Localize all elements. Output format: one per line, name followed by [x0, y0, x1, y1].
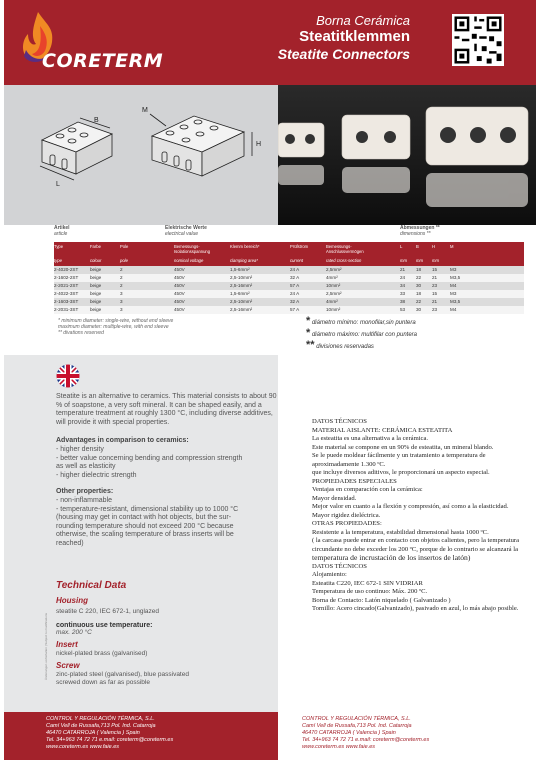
- ceramic-connectors-image: [278, 85, 536, 225]
- table-cell: 2,5-16mm²: [230, 283, 253, 288]
- column-header: H mm: [432, 244, 439, 263]
- table-cell: 23: [432, 283, 438, 288]
- electrical-heading: [165, 225, 207, 237]
- table-cell: 3: [120, 299, 123, 304]
- table-cell: 2,5-10mm²: [230, 275, 253, 280]
- advantage-item: - higher density: [56, 445, 104, 453]
- specs-table: [54, 266, 524, 314]
- column-header: Pole pole: [120, 244, 129, 263]
- table-cell: 24: [400, 275, 406, 280]
- advantage-item: as well as elasticity: [56, 463, 116, 471]
- dimensions-heading-de: Abmessungen **: [400, 225, 440, 231]
- title-spanish: Borna Cerámica: [316, 13, 410, 28]
- table-cell: 34: [400, 283, 406, 288]
- footer-city: 46470 CATARROJA ( Valencia ) Spain: [46, 730, 140, 736]
- article-heading-de: Artikel: [54, 225, 70, 231]
- column-header: L mm: [400, 244, 407, 263]
- table-header: [54, 242, 524, 266]
- qr-code-icon: [452, 14, 504, 66]
- table-cell: 1,5-6mm²: [230, 291, 250, 296]
- property-item: rounding temperature should not exceed 200 °C because: [56, 522, 234, 530]
- column-header: M: [450, 244, 454, 249]
- note-es-line: [306, 328, 417, 340]
- table-cell: 22: [416, 275, 422, 280]
- table-cell: 450V: [174, 307, 185, 312]
- table-cell: 57 A: [290, 283, 300, 288]
- table-cell: 3: [120, 291, 123, 296]
- dimensions-heading-en: dimensions **: [400, 231, 431, 237]
- table-row: [54, 290, 524, 298]
- property-item: (housing may get in contact with hot objects, but the sur-: [56, 514, 232, 522]
- spanish-line: temperatura de incrustación de los insertos de latón): [312, 553, 471, 562]
- spanish-line: Alojamiento:: [312, 571, 347, 578]
- side-note: Änderungen vorbehalten | Subject to modifications: [44, 613, 48, 680]
- other-properties-title: Other properties:: [56, 488, 114, 496]
- technical-data-list: [56, 596, 276, 687]
- note-text: diámetro máximo: multifilar con puntera: [311, 332, 417, 338]
- table-cell: 450V: [174, 275, 185, 280]
- dimensions-heading: [400, 225, 440, 237]
- insert-text: nickel-plated brass (galvanised): [56, 650, 148, 657]
- svg-text:L: L: [56, 181, 60, 188]
- table-cell: 450V: [174, 299, 185, 304]
- footer-left: [4, 712, 278, 760]
- electrical-heading-en: electrical value: [165, 231, 199, 237]
- table-cell: 15: [432, 291, 438, 296]
- column-header: Farbe colour: [90, 244, 102, 263]
- housing-title: Housing: [56, 596, 88, 605]
- advantage-item: - better value concerning bending and compression strength: [56, 454, 243, 462]
- table-cell: 30: [416, 283, 422, 288]
- table-cell: 2,5-10mm²: [230, 299, 253, 304]
- table-cell: M4: [450, 283, 457, 288]
- note-star: **: [306, 339, 315, 351]
- title-german: Steatitklemmen: [299, 28, 410, 45]
- spanish-line: Este material se compone en un 90% de esteatita, un mineral blando.: [312, 443, 494, 451]
- property-item: - temperature-resistant, dimensional stability up to 1000 °C: [56, 505, 239, 513]
- spanish-line: circundante no debe exceder los 200 ºC, porque de lo contrario se alcanzará la: [312, 545, 518, 553]
- continuous-temp-text: max. 200 °C: [56, 629, 92, 636]
- spanish-line: Temperatura de uso continuo: Máx. 200 ºC.: [312, 588, 428, 595]
- footer-company: CONTROL Y REGULACIÓN TÉRMICA, S.L.: [46, 716, 155, 722]
- table-cell: M4: [450, 307, 457, 312]
- english-description: [56, 393, 278, 549]
- footer-address: Camí Vell de Russafa,713 Pol. Ind. Catarroja: [46, 723, 156, 729]
- table-cell: M3,5: [450, 275, 461, 280]
- spanish-line: Mejor valor en cuanto a la flexión y compresión, así como a la elasticidad.: [312, 503, 509, 510]
- note-line: * minimum diameter: single-wire, without end sleeve: [58, 318, 174, 324]
- header-titles: [278, 13, 410, 63]
- spanish-line: Resistente a la temperatura, estabilidad dimensional hasta 1000 ºC.: [312, 528, 489, 536]
- housing-text: steatite C 220, IEC 672-1, unglazed: [56, 608, 159, 615]
- uk-flag-icon: [56, 364, 80, 388]
- table-cell: 2-2021-2ST: [54, 283, 79, 288]
- table-cell: 2: [120, 267, 123, 272]
- note-es-line: [306, 340, 417, 352]
- insert-title: Insert: [56, 640, 78, 649]
- column-header: Klemm bereich* clamping area*: [230, 244, 260, 263]
- electrical-heading-de: Elektrische Werte: [165, 225, 207, 231]
- spanish-line: Se le puede moldear fácilmente y un tratamiento a temperatura de aproximadamente 1.300 ºC.: [312, 452, 486, 468]
- footer-web[interactable]: www.coreterm.es www.faie.es: [46, 744, 120, 750]
- table-cell: 2-2031-3ST: [54, 307, 79, 312]
- table-cell: 24 A: [290, 291, 300, 296]
- spanish-line: DATOS TÉCNICOS: [312, 562, 367, 570]
- footer-contact[interactable]: Tel. 34+963 74 72 71 e.mail: coreterm@coreterm.es: [46, 737, 174, 743]
- table-cell: 1,5-6mm²: [230, 267, 250, 272]
- table-row: [54, 274, 524, 282]
- advantage-item: - higher dielectric strength: [56, 471, 137, 479]
- table-cell: beige: [90, 275, 102, 280]
- column-header: Bemessungs- Isolationsspannung nominal voltage: [174, 244, 211, 263]
- table-cell: 2-4020-2ST: [54, 267, 79, 272]
- table-cell: 57 A: [290, 307, 300, 312]
- table-cell: beige: [90, 283, 102, 288]
- table-cell: 10mm²: [326, 307, 341, 312]
- table-cell: 2-4022-3ST: [54, 291, 79, 296]
- screw-text: zinc-plated steel (galvanised), blue passivated: [56, 671, 189, 678]
- spanish-line: La esteatita es una alternativa a la cerámica.: [312, 435, 429, 442]
- table-cell: 2,5-16mm²: [230, 307, 253, 312]
- table-cell: M3,5: [450, 299, 461, 304]
- table-cell: 18: [416, 291, 422, 296]
- table-cell: 33: [400, 291, 406, 296]
- table-cell: beige: [90, 267, 102, 272]
- table-cell: 2,5mm²: [326, 291, 342, 296]
- intro-paragraph: Steatite is an alternative to ceramics. This material consists to about 90 % of soapstone, a very soft mineral. It can be shaped easily, and a temperature treatment at roughly 1300 °C, including diverse additives, will provide it with special properties.: [56, 393, 277, 426]
- column-header: Prüfstrom current: [290, 244, 309, 263]
- table-cell: 2,5mm²: [326, 267, 342, 272]
- spanish-line: OTRAS PROPIEDADES:: [312, 520, 382, 527]
- column-header: Bemessungs- Anschlussvermögen rated cross-section: [326, 244, 364, 263]
- table-cell: 30: [416, 307, 422, 312]
- article-heading-en: article: [54, 231, 68, 237]
- note-star: *: [306, 327, 311, 339]
- brand-logo: CORETERM: [42, 50, 164, 72]
- table-notes-es: [306, 316, 417, 352]
- table-row: [54, 266, 524, 274]
- property-item: otherwise, the scaling temperature of brass inserts will be: [56, 531, 234, 539]
- spanish-line: Ventajas en comparación con la cerámica:: [312, 486, 423, 493]
- table-cell: 15: [432, 267, 438, 272]
- table-cell: 21: [432, 275, 438, 280]
- svg-text:M: M: [142, 107, 148, 114]
- note-line: maximum diameter: multiple-wire, with end sleeve: [58, 324, 169, 330]
- column-header: B mm: [416, 244, 423, 263]
- table-cell: M3: [450, 267, 457, 272]
- table-cell: beige: [90, 307, 102, 312]
- technical-data-title: Technical Data: [56, 580, 127, 591]
- table-cell: 450V: [174, 267, 185, 272]
- spanish-line: Esteatita C220, IEC 672-1 SIN VIDRIAR: [312, 579, 423, 587]
- footer-address: Camí Vell de Russafa,713 Pol. Ind. Catarroja: [302, 723, 412, 729]
- property-item: - non-inflammable: [56, 496, 113, 504]
- spanish-line: PROPIEDADES ESPECIALES: [312, 477, 397, 485]
- note-text: diámetro mínimo: monofilar,sin puntera: [311, 320, 416, 326]
- table-cell: 21: [400, 267, 406, 272]
- table-cell: M3: [450, 291, 457, 296]
- table-cell: 450V: [174, 291, 185, 296]
- column-header: Type type: [54, 244, 64, 263]
- footer-city: 46470 CATARROJA ( Valencia ) Spain: [302, 730, 396, 736]
- article-heading: [54, 225, 70, 237]
- table-cell: 450V: [174, 283, 185, 288]
- table-cell: 18: [416, 267, 422, 272]
- spanish-line: Mayor rigidez dieléctrica.: [312, 511, 381, 519]
- table-cell: 22: [416, 299, 422, 304]
- table-cell: 2: [120, 283, 123, 288]
- footer-web[interactable]: www.coreterm.es www.faie.es: [302, 744, 376, 750]
- advantages-title: Advantages in comparison to ceramics:: [56, 437, 189, 445]
- table-cell: 10mm²: [326, 283, 341, 288]
- table-cell: 32 A: [290, 299, 300, 304]
- table-cell: 3: [120, 307, 123, 312]
- spanish-line: Tornillo: Acero cincado(Galvanizado), pasivado en azul, lo más abajo posible.: [312, 605, 519, 612]
- spanish-line: Mayor densidad.: [312, 494, 357, 502]
- table-cell: 23: [432, 307, 438, 312]
- spanish-line: ( la carcasa puede entrar en contacto con objetos calientes, pero la temperatura: [312, 537, 520, 544]
- note-star: *: [306, 315, 311, 327]
- table-notes-en: [58, 318, 173, 336]
- spanish-line: MATERIAL AISLANTE: CERÁMICA ESTEATITA: [312, 426, 453, 434]
- table-row: [54, 306, 524, 314]
- continuous-temp-title: continuous use temperature:: [56, 622, 153, 629]
- table-cell: 4mm²: [326, 299, 338, 304]
- table-row: [54, 298, 524, 306]
- table-cell: beige: [90, 291, 102, 296]
- table-cell: beige: [90, 299, 102, 304]
- table-cell: 24 A: [290, 267, 300, 272]
- footer-right: [296, 712, 526, 760]
- table-cell: 32 A: [290, 275, 300, 280]
- table-cell: 53: [400, 307, 406, 312]
- note-line: ** divations reserved: [58, 330, 104, 336]
- property-item: reached): [56, 539, 84, 547]
- table-cell: 2-1603-3ST: [54, 299, 79, 304]
- spanish-line: Borna de Contacto: Latón niquelado ( Galvanizado ): [312, 596, 451, 604]
- svg-text:B: B: [94, 117, 99, 124]
- table-row: [54, 282, 524, 290]
- screw-text: screwed down as far as possible: [56, 679, 150, 686]
- table-cell: 2: [120, 275, 123, 280]
- spanish-description: [312, 418, 534, 614]
- spanish-line: DATOS TÉCNICOS: [312, 418, 367, 425]
- note-es-line: [306, 316, 417, 328]
- product-photo: [278, 85, 536, 225]
- title-english: Steatite Connectors: [277, 46, 410, 62]
- note-text: divisiones reservadas: [316, 344, 374, 350]
- footer-contact[interactable]: Tel. 34+963 74 72 71 e.mail: coreterm@coreterm.es: [302, 737, 430, 743]
- svg-text:H: H: [256, 141, 262, 148]
- spanish-line: que incluye diversos aditivos, le proporcionará un aspecto especial.: [312, 469, 490, 476]
- table-cell: 4mm²: [326, 275, 338, 280]
- table-cell: 2-1602-2ST: [54, 275, 79, 280]
- table-cell: 21: [432, 299, 438, 304]
- table-cell: 38: [400, 299, 406, 304]
- screw-title: Screw: [56, 661, 80, 670]
- connector-drawing-icon: [30, 100, 270, 200]
- footer-company: CONTROL Y REGULACIÓN TÉRMICA, S.L.: [302, 716, 411, 722]
